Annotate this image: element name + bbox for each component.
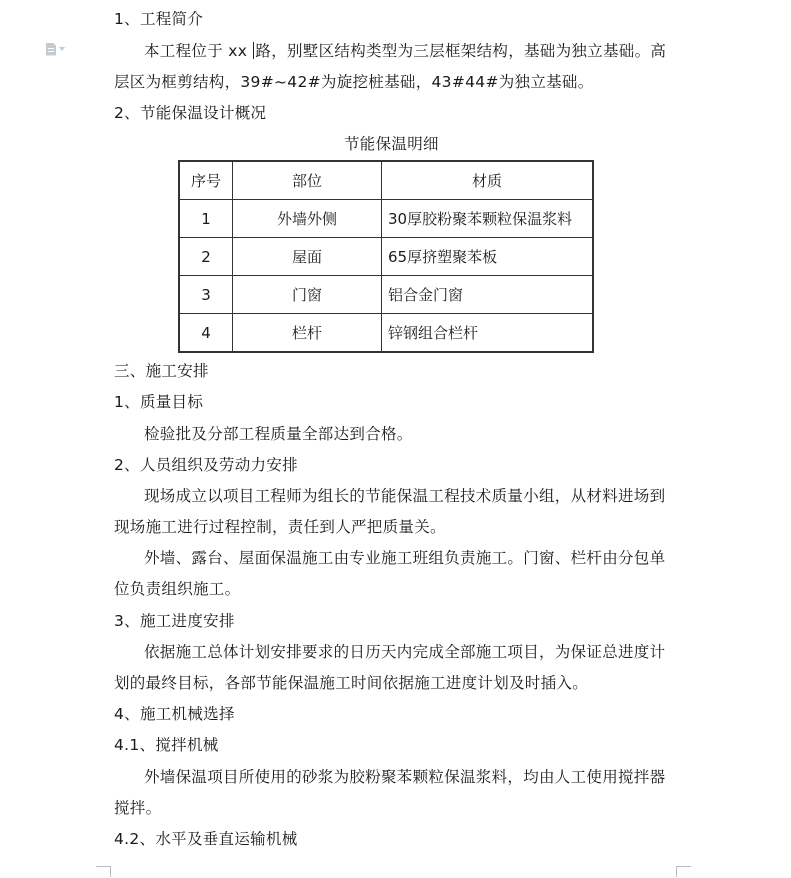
cell-material: 65厚挤塑聚苯板 bbox=[382, 238, 594, 276]
cell-location: 屋面 bbox=[233, 238, 382, 276]
paragraph-schedule-line-1: 依据施工总体计划安排要求的日历天内完成全部施工项目，为保证总进度计 bbox=[144, 643, 666, 661]
heading-personnel: 2、人员组织及劳动力安排 bbox=[114, 456, 298, 474]
header-cell-location: 部位 bbox=[233, 161, 382, 200]
heading-mixing-machinery: 4.1、搅拌机械 bbox=[114, 736, 219, 754]
table-row bbox=[179, 314, 593, 353]
cell-material: 锌钢组合栏杆 bbox=[382, 314, 594, 353]
heading-construction-arrangement: 三、施工安排 bbox=[114, 362, 209, 380]
header-cell-material: 材质 bbox=[382, 161, 594, 200]
cell-number: 4 bbox=[179, 314, 233, 353]
paragraph-menu-button[interactable] bbox=[46, 41, 72, 57]
heading-transport-machinery: 4.2、水平及垂直运输机械 bbox=[114, 830, 298, 848]
paragraph-personnel-1-line-2: 现场施工进行过程控制，责任到人严把质量关。 bbox=[114, 518, 446, 536]
paragraph-personnel-1-line-1: 现场成立以项目工程师为组长的节能保温工程技术质量小组，从材料进场到 bbox=[144, 487, 666, 505]
cell-location: 栏杆 bbox=[233, 314, 382, 353]
paragraph-mixing-line-1: 外墙保温项目所使用的砂浆为胶粉聚苯颗粒保温浆料，均由人工使用搅拌器 bbox=[144, 768, 666, 786]
table-row bbox=[179, 276, 593, 314]
heading-schedule: 3、施工进度安排 bbox=[114, 612, 235, 630]
cell-location: 门窗 bbox=[233, 276, 382, 314]
paragraph-quality: 检验批及分部工程质量全部达到合格。 bbox=[144, 425, 413, 443]
document-icon bbox=[46, 43, 56, 56]
intro-text-after-cursor: 路，别墅区结构类型为三层框架结构，基础为独立基础。高 bbox=[255, 42, 667, 60]
energy-insulation-table bbox=[178, 160, 594, 353]
table-header-row bbox=[179, 161, 593, 200]
heading-machinery: 4、施工机械选择 bbox=[114, 705, 235, 723]
paragraph-intro-line-2: 层区为框剪结构，39#~42#为旋挖桩基础，43#44#为独立基础。 bbox=[114, 73, 594, 91]
heading-energy-design: 2、节能保温设计概况 bbox=[114, 104, 267, 122]
heading-project-intro: 1、工程简介 bbox=[114, 10, 204, 28]
table-row bbox=[179, 238, 593, 276]
cell-number: 2 bbox=[179, 238, 233, 276]
cell-number: 3 bbox=[179, 276, 233, 314]
paragraph-schedule-line-2: 划的最终目标，各部节能保温施工时间依据施工进度计划及时插入。 bbox=[114, 674, 589, 692]
cell-location: 外墙外侧 bbox=[233, 200, 382, 238]
chevron-down-icon bbox=[59, 47, 65, 51]
cell-material: 铝合金门窗 bbox=[382, 276, 594, 314]
table-row bbox=[179, 200, 593, 238]
page-corner-mark-left bbox=[96, 866, 111, 877]
heading-quality-target: 1、质量目标 bbox=[114, 393, 204, 411]
page-corner-mark-right bbox=[676, 866, 691, 877]
paragraph-personnel-2-line-2: 位负责组织施工。 bbox=[114, 580, 241, 598]
paragraph-intro-line-1[interactable] bbox=[144, 40, 666, 62]
header-cell-number: 序号 bbox=[179, 161, 233, 200]
intro-text-before-cursor: 本工程位于 xx bbox=[144, 42, 253, 60]
paragraph-mixing-line-2: 搅拌。 bbox=[114, 799, 162, 817]
cell-number: 1 bbox=[179, 200, 233, 238]
table-title: 节能保温明细 bbox=[344, 135, 439, 153]
paragraph-personnel-2-line-1: 外墙、露台、屋面保温施工由专业施工班组负责施工。门窗、栏杆由分包单 bbox=[144, 549, 666, 567]
cell-material: 30厚胶粉聚苯颗粒保温浆料 bbox=[382, 200, 594, 238]
